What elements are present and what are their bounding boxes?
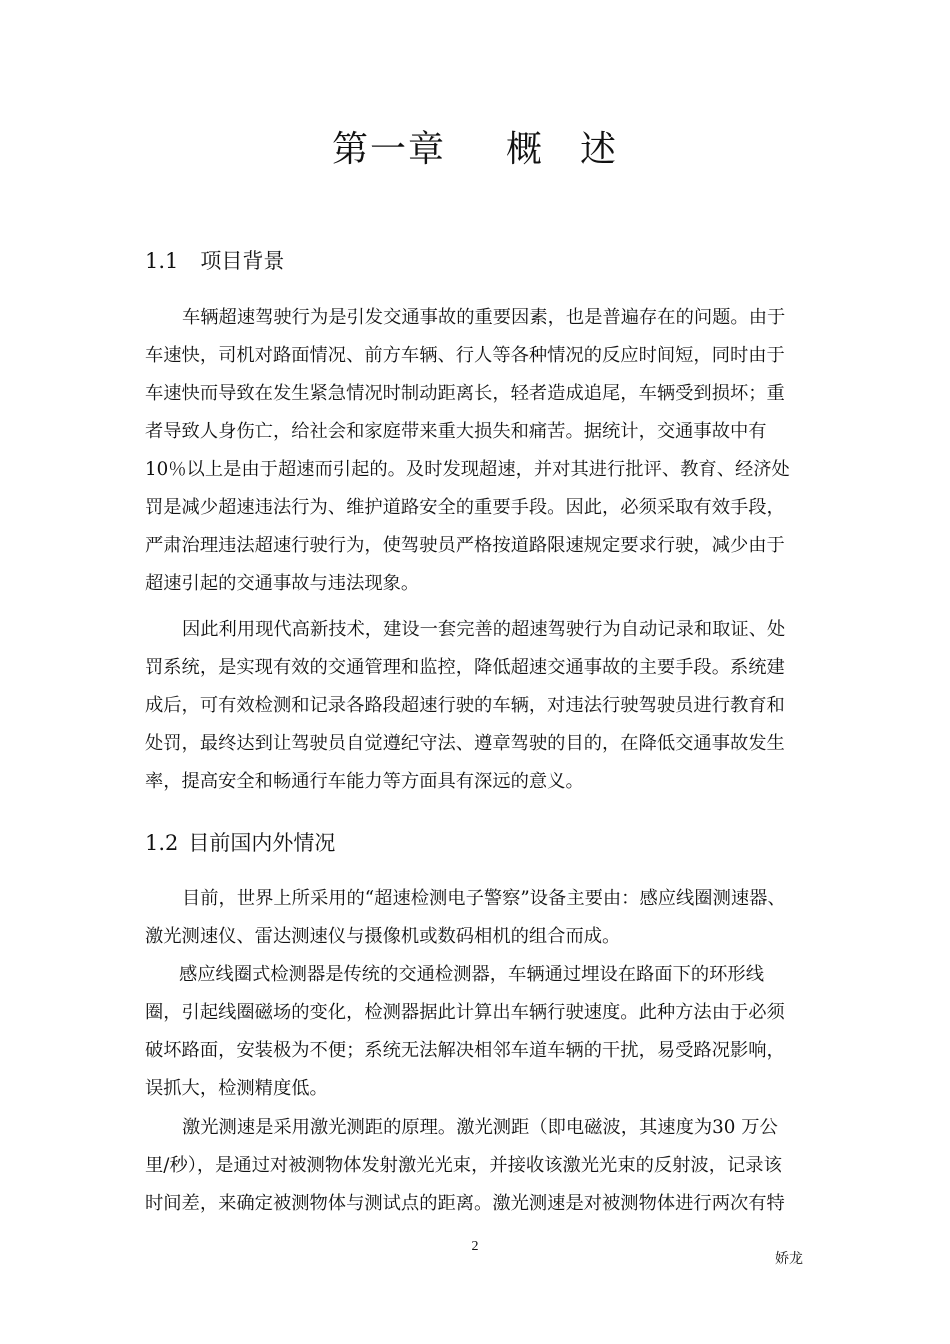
- chapter-label: 第一章: [331, 129, 446, 170]
- section-title: 项目背景: [200, 249, 285, 273]
- paragraph-line: 罚是减少超速违法行为、维护道路安全的重要手段。因此，必须采取有效手段，: [145, 497, 785, 518]
- paragraph-line: 激光测速仪、雷达测速仪与摄像机或数码相机的组合而成。: [145, 926, 621, 947]
- paragraph-1-2-b: [145, 956, 809, 1108]
- paragraph-line: 严肃治理违法超速行驶行为，使驾驶员严格按道路限速规定要求行驶，减少由于: [145, 535, 785, 556]
- section-title: 目前国内外情况: [188, 831, 336, 855]
- paragraph-line: 超速引起的交通事故与违法现象。: [145, 573, 420, 594]
- section-heading-1-1: [145, 246, 284, 276]
- paragraph-line: 圈，引起线圈磁场的变化，检测器据此计算出车辆行驶速度。此种方法由于必须: [145, 1002, 785, 1023]
- paragraph-line: 处罚，最终达到让驾驶员自觉遵纪守法、遵章驾驶的目的，在降低交通事故发生: [145, 733, 785, 754]
- section-heading-1-2: [145, 828, 335, 858]
- chapter-title-char-2: 述: [580, 129, 619, 170]
- paragraph-line: 目前，世界上所采用的“超速检测电子警察”设备主要由：感应线圈测速器、: [182, 888, 786, 909]
- section-number: 1.1: [145, 249, 179, 273]
- section-number: 1.2: [145, 831, 179, 855]
- paragraph-line: 者导致人身伤亡，给社会和家庭带来重大损失和痛苦。据统计，交通事故中有: [145, 421, 767, 442]
- paragraph-line: 成后，可有效检测和记录各路段超速行驶的车辆，对违法行驶驾驶员进行教育和: [145, 695, 785, 716]
- chapter-title: [0, 122, 950, 178]
- paragraph-line: 车辆超速驾驶行为是引发交通事故的重要因素，也是普遍存在的问题。由于: [182, 307, 786, 328]
- paragraph-1-1-b: [145, 611, 809, 801]
- paragraph-line: 因此利用现代高新技术，建设一套完善的超速驾驶行为自动记录和取证、处: [182, 619, 786, 640]
- paragraph-line: 里/秒），是通过对被测物体发射激光光束，并接收该激光光束的反射波，记录该: [145, 1155, 782, 1176]
- paragraph-line: 时间差，来确定被测物体与测试点的距离。激光测速是对被测物体进行两次有特: [145, 1193, 785, 1214]
- footer-author: 娇龙: [775, 1251, 803, 1267]
- paragraph-1-2-a: [145, 880, 809, 956]
- paragraph-line: 率，提高安全和畅通行车能力等方面具有深远的意义。: [145, 771, 584, 792]
- paragraph-line: 破坏路面，安装极为不便；系统无法解决相邻车道车辆的干扰，易受路况影响，: [145, 1040, 785, 1061]
- paragraph-line: 激光测速是采用激光测距的原理。激光测距（即电磁波，其速度为30 万公: [182, 1117, 778, 1138]
- paragraph-line: 罚系统，是实现有效的交通管理和监控，降低超速交通事故的主要手段。系统建: [145, 657, 785, 678]
- paragraph-line: 误抓大，检测精度低。: [145, 1078, 328, 1099]
- chapter-title-char-1: 概: [505, 129, 544, 170]
- paragraph-line: 车速快，司机对路面情况、前方车辆、行人等各种情况的反应时间短，同时由于: [145, 345, 785, 366]
- paragraph-line: 车速快而导致在发生紧急情况时制动距离长，轻者造成追尾，车辆受到损坏；重: [145, 383, 785, 404]
- paragraph-line: 感应线圈式检测器是传统的交通检测器，车辆通过埋设在路面下的环形线: [179, 964, 764, 985]
- paragraph-1-2-c: [145, 1109, 809, 1223]
- paragraph-1-1-a: [145, 299, 809, 603]
- page-number: 2: [471, 1239, 479, 1254]
- paragraph-line: 10％以上是由于超速而引起的。及时发现超速，并对其进行批评、教育、经济处: [145, 459, 790, 480]
